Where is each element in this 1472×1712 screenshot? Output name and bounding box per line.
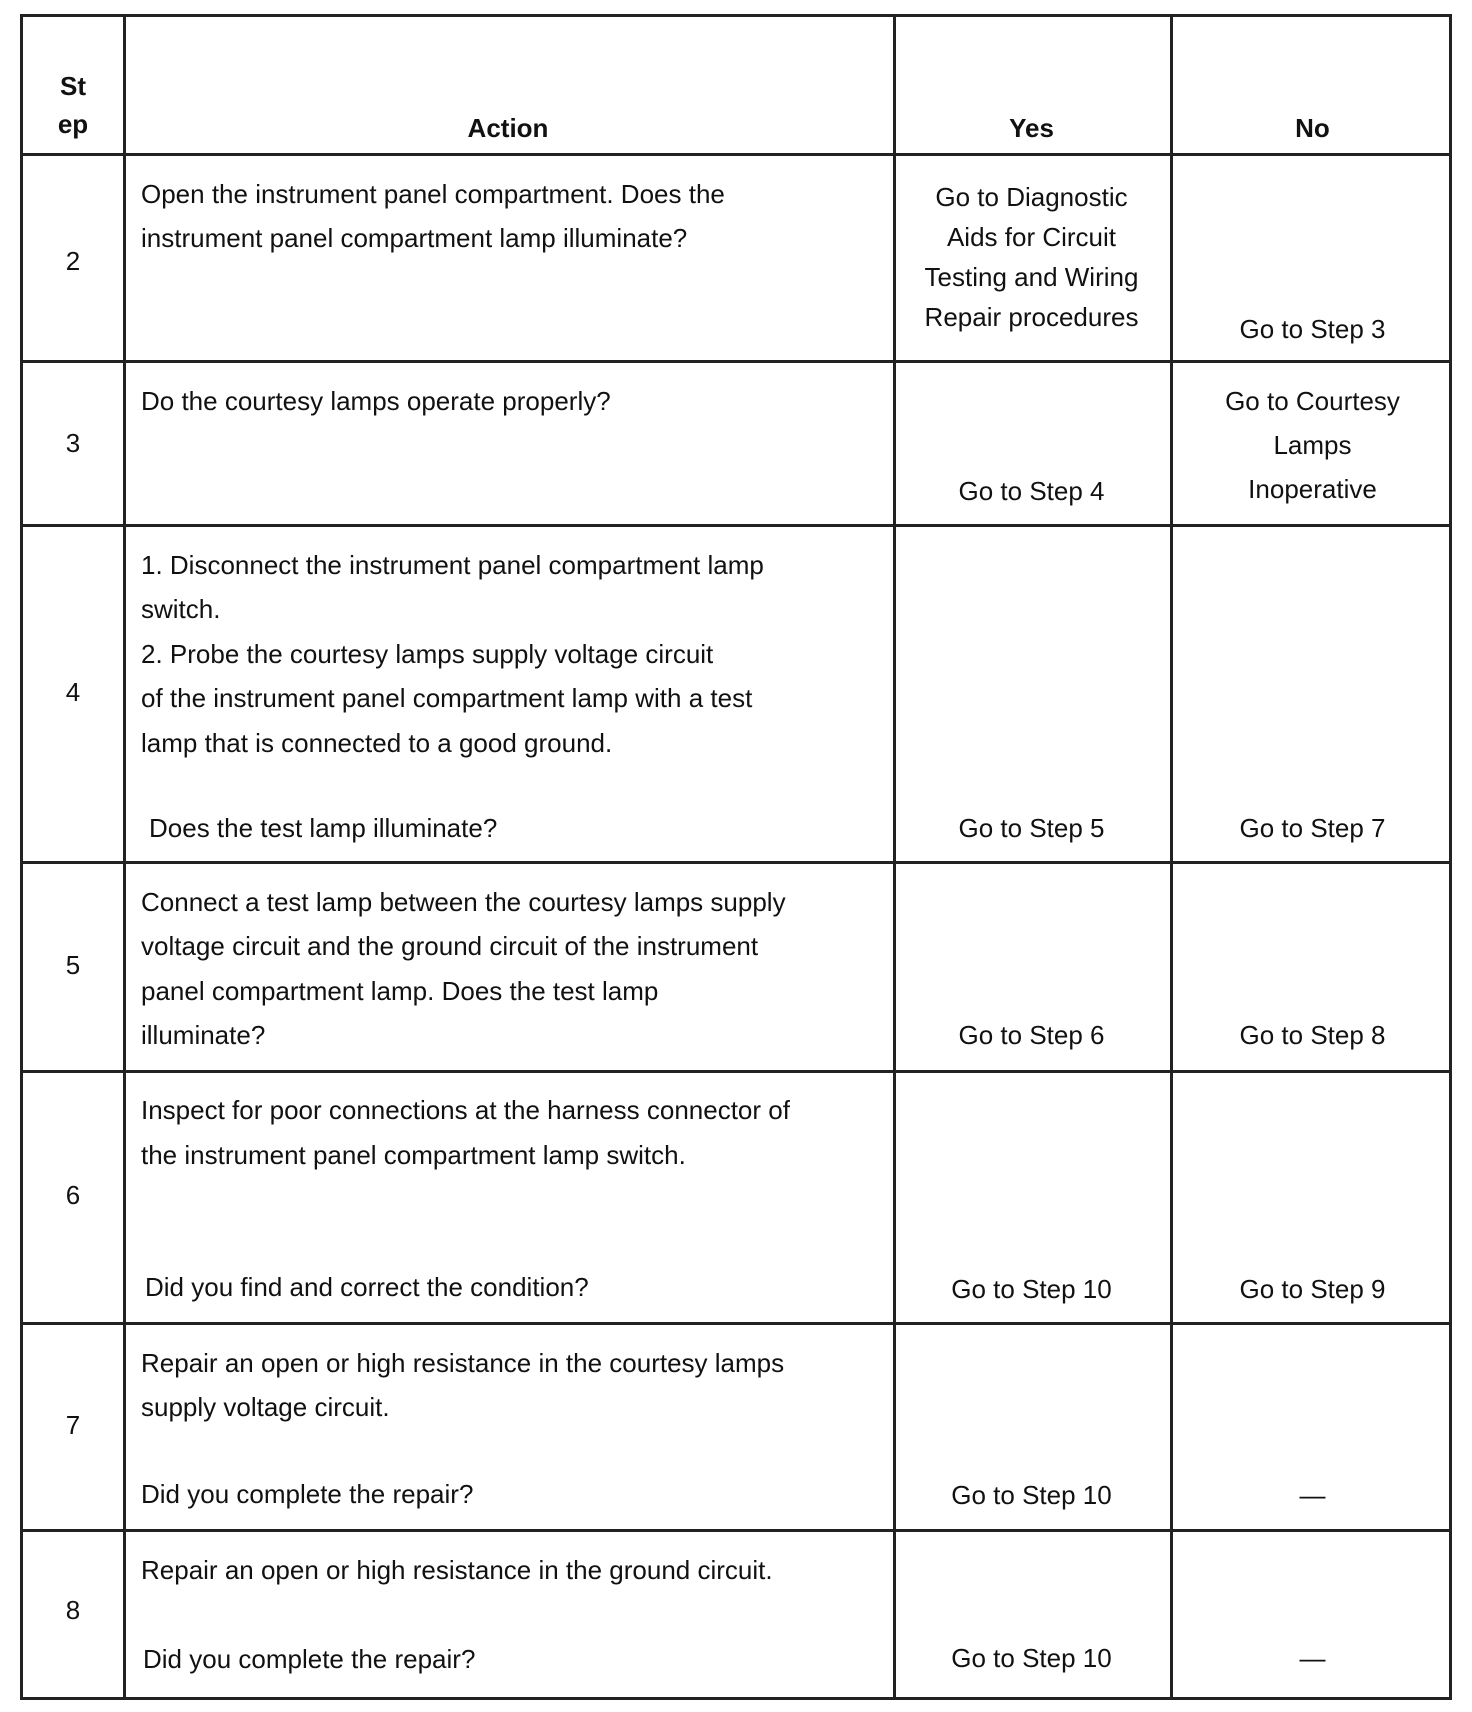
- yes-result: Go to Step 10: [951, 1480, 1112, 1510]
- action-text: 2. Probe the courtesy lamps supply voltage circuit: [141, 639, 714, 669]
- no-result: Go to Courtesy Lamps Inoperative: [1225, 386, 1400, 504]
- action-text: Repair an open or high resistance in the ground circuit.: [141, 1555, 773, 1585]
- yes-result: Go to Diagnostic Aids for Circuit Testing and Wiring Repair procedures: [924, 182, 1139, 332]
- row-divider: [23, 153, 1449, 156]
- row-divider: [23, 524, 1449, 527]
- yes-result: Go to Step 10: [951, 1274, 1112, 1304]
- no-result: Go to Step 7: [1239, 813, 1386, 843]
- action-text: 1. Disconnect the instrument panel compartment lamp: [141, 550, 764, 580]
- header-no: No: [1295, 113, 1330, 143]
- action-text: Repair an open or high resistance in the courtesy lamps: [141, 1348, 785, 1378]
- header-yes: Yes: [1009, 113, 1054, 143]
- row-divider: [23, 1529, 1449, 1532]
- no-result: —: [1299, 1643, 1326, 1673]
- action-question: Does the test lamp illuminate?: [149, 813, 498, 843]
- column-divider: [123, 17, 126, 1697]
- row-divider: [23, 1070, 1449, 1073]
- step-number: 4: [65, 677, 81, 707]
- no-result: Go to Step 9: [1239, 1274, 1386, 1304]
- action-question: Did you find and correct the condition?: [145, 1272, 589, 1302]
- no-result: Go to Step 8: [1239, 1020, 1386, 1050]
- diagnostic-table: [20, 14, 1452, 1700]
- action-text: of the instrument panel compartment lamp with a test: [141, 683, 753, 713]
- action-text: Inspect for poor connections at the harness connector of: [141, 1095, 790, 1125]
- action-question: Did you complete the repair?: [143, 1644, 476, 1674]
- header-step: St ep: [57, 71, 89, 139]
- yes-result: Go to Step 4: [958, 476, 1105, 506]
- step-number: 3: [65, 428, 81, 458]
- action-text: supply voltage circuit.: [141, 1392, 390, 1422]
- action-text: Do the courtesy lamps operate properly?: [141, 386, 611, 416]
- action-text: panel compartment lamp. Does the test lamp: [141, 976, 659, 1006]
- action-text: voltage circuit and the ground circuit of the instrument: [141, 931, 759, 961]
- column-divider: [1170, 17, 1173, 1697]
- step-number: 2: [65, 246, 81, 276]
- step-number: 7: [65, 1410, 81, 1440]
- action-text: instrument panel compartment lamp illuminate?: [141, 223, 688, 253]
- action-text: illuminate?: [141, 1020, 266, 1050]
- yes-result: Go to Step 6: [958, 1020, 1105, 1050]
- step-number: 5: [65, 950, 81, 980]
- action-text: switch.: [141, 594, 221, 624]
- yes-result: Go to Step 10: [951, 1643, 1112, 1673]
- yes-result: Go to Step 5: [958, 813, 1105, 843]
- action-text: Open the instrument panel compartment. Does the: [141, 179, 725, 209]
- row-divider: [23, 861, 1449, 864]
- no-result: Go to Step 3: [1239, 314, 1386, 344]
- header-action: Action: [467, 113, 549, 143]
- step-number: 6: [65, 1180, 81, 1210]
- action-text: the instrument panel compartment lamp switch.: [141, 1140, 686, 1170]
- row-divider: [23, 1322, 1449, 1325]
- action-question: Did you complete the repair?: [141, 1479, 474, 1509]
- step-number: 8: [65, 1595, 81, 1625]
- action-text: lamp that is connected to a good ground.: [141, 728, 613, 758]
- no-result: —: [1299, 1480, 1326, 1510]
- action-text: Connect a test lamp between the courtesy lamps supply: [141, 887, 786, 917]
- row-divider: [23, 360, 1449, 363]
